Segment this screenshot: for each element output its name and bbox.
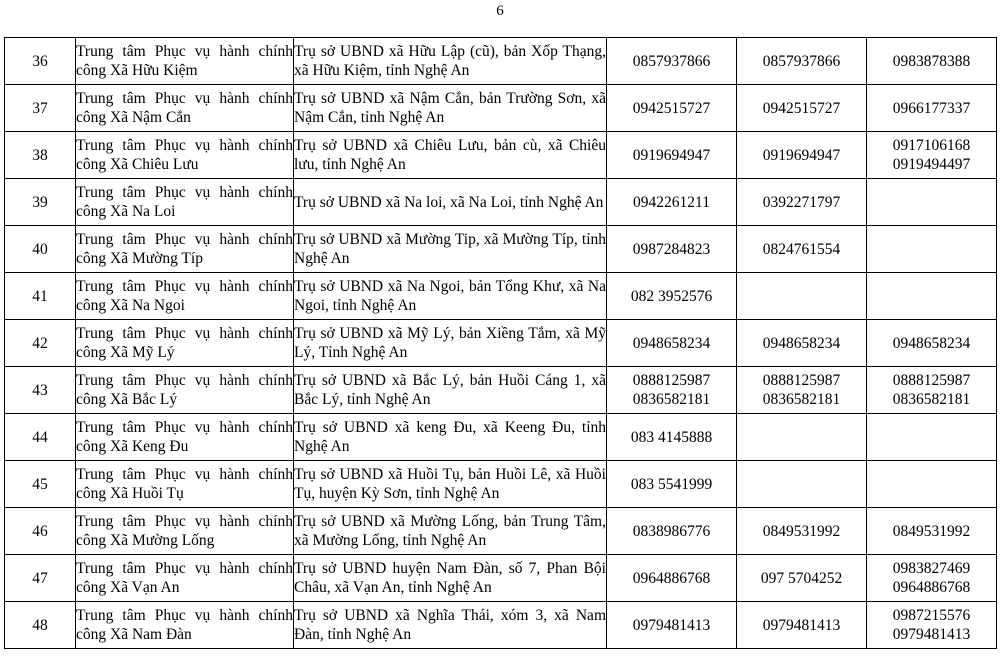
phone2-cell <box>737 85 867 132</box>
phone-number: 0979481413 <box>632 616 711 634</box>
phone1-cell <box>607 273 737 320</box>
phone2-cell <box>737 508 867 555</box>
phone-number: 0849531992 <box>762 522 841 540</box>
table-row <box>5 414 997 461</box>
phone2-cell <box>737 461 867 508</box>
phone-number: 097 5704252 <box>760 569 843 587</box>
phone3-cell <box>867 226 997 273</box>
table-body <box>5 38 997 649</box>
phone3-cell <box>867 461 997 508</box>
phone-number: 0917106168 <box>892 137 971 154</box>
phone-number: 0919494497 <box>892 156 971 173</box>
phone-number: 0948658234 <box>762 334 841 352</box>
center-address: Trụ sở UBND huyện Nam Đàn, số 7, Phan Bội Châu, xã Vạn An, tỉnh Nghệ An <box>294 555 607 602</box>
phone2-cell <box>737 602 867 649</box>
phone2-cell <box>737 179 867 226</box>
page-number: 6 <box>496 3 504 19</box>
table-row <box>5 602 997 649</box>
table-row <box>5 508 997 555</box>
phone-number: 0983878388 <box>892 52 971 70</box>
row-number: 45 <box>5 461 76 508</box>
phone-number: 0849531992 <box>892 522 971 540</box>
phone-number: 0979481413 <box>762 616 841 634</box>
phone2-cell <box>737 132 867 179</box>
center-address: Trụ sở UBND xã Hữu Lập (cũ), bản Xốp Thạng, xã Hữu Kiệm, tỉnh Nghệ An <box>294 38 607 85</box>
phone-number: 0979481413 <box>892 626 971 643</box>
phone1-cell <box>607 367 737 414</box>
row-number: 36 <box>5 38 76 85</box>
phone3-cell <box>867 179 997 226</box>
phone-number: 0987215576 <box>892 607 971 624</box>
center-name: Trung tâm Phục vụ hành chính công Xã Hữu Kiệm <box>76 38 294 85</box>
phone1-cell <box>607 508 737 555</box>
phone3-cell <box>867 508 997 555</box>
center-address: Trụ sở UBND xã Mỹ Lý, bản Xiềng Tắm, xã Mỹ Lý, Tỉnh Nghệ An <box>294 320 607 367</box>
table-row <box>5 555 997 602</box>
table-row <box>5 273 997 320</box>
row-number: 40 <box>5 226 76 273</box>
phone-number: 0392271797 <box>762 193 841 211</box>
center-name: Trung tâm Phục vụ hành chính công Xã Bắc Lý <box>76 367 294 414</box>
center-name: Trung tâm Phục vụ hành chính công Xã Mỹ Lý <box>76 320 294 367</box>
phone-number: 0987284823 <box>632 240 711 258</box>
phone2-cell <box>737 555 867 602</box>
phone-number: 0857937866 <box>762 52 841 70</box>
phone-number: 0888125987 <box>892 372 971 389</box>
center-address: Trụ sở UBND xã Nghĩa Thái, xóm 3, xã Nam Đàn, tỉnh Nghệ An <box>294 602 607 649</box>
center-address: Trụ sở UBND xã Mường Tip, xã Mường Típ, tỉnh Nghệ An <box>294 226 607 273</box>
phone2-cell <box>737 367 867 414</box>
phone-number: 083 4145888 <box>630 428 713 446</box>
phone1-cell <box>607 132 737 179</box>
center-name: Trung tâm Phục vụ hành chính công Xã Mường Típ <box>76 226 294 273</box>
center-name: Trung tâm Phục vụ hành chính công Xã Mường Lống <box>76 508 294 555</box>
phone1-cell <box>607 320 737 367</box>
center-name: Trung tâm Phục vụ hành chính công Xã Na Loi <box>76 179 294 226</box>
phone-number: 0948658234 <box>632 334 711 352</box>
phone3-cell <box>867 320 997 367</box>
table-row <box>5 85 997 132</box>
phone-number: 0919694947 <box>762 146 841 164</box>
center-name: Trung tâm Phục vụ hành chính công Xã Chiêu Lưu <box>76 132 294 179</box>
phone1-cell <box>607 38 737 85</box>
center-address: Trụ sở UBND xã Na Ngoi, bản Tổng Khư, xã Na Ngoi, tỉnh Nghệ An <box>294 273 607 320</box>
phone3-cell <box>867 367 997 414</box>
center-name: Trung tâm Phục vụ hành chính công Xã Huồi Tụ <box>76 461 294 508</box>
row-number: 38 <box>5 132 76 179</box>
phone1-cell <box>607 461 737 508</box>
phone-number: 0966177337 <box>892 99 971 117</box>
phone3-cell <box>867 555 997 602</box>
phone3-cell <box>867 38 997 85</box>
row-number: 41 <box>5 273 76 320</box>
center-name: Trung tâm Phục vụ hành chính công Xã Keng Đu <box>76 414 294 461</box>
phone-number: 0919694947 <box>632 146 711 164</box>
phone-number: 0857937866 <box>632 52 711 70</box>
phone-number: 0836582181 <box>892 391 971 408</box>
table-row <box>5 461 997 508</box>
phone1-cell <box>607 602 737 649</box>
phone1-cell <box>607 414 737 461</box>
row-number: 42 <box>5 320 76 367</box>
row-number: 44 <box>5 414 76 461</box>
phone3-cell <box>867 273 997 320</box>
center-name: Trung tâm Phục vụ hành chính công Xã Nậm Cắn <box>76 85 294 132</box>
center-name: Trung tâm Phục vụ hành chính công Xã Nam Đàn <box>76 602 294 649</box>
phone3-cell <box>867 602 997 649</box>
phone2-cell <box>737 226 867 273</box>
phone3-cell <box>867 414 997 461</box>
row-number: 43 <box>5 367 76 414</box>
phone-number: 0964886768 <box>892 579 971 596</box>
phone-number: 0948658234 <box>892 334 971 352</box>
phone-number: 0942515727 <box>632 99 711 117</box>
row-number: 46 <box>5 508 76 555</box>
table-row <box>5 320 997 367</box>
phone2-cell <box>737 414 867 461</box>
phone-number: 0888125987 <box>632 372 711 389</box>
center-address: Trụ sở UBND xã keng Đu, xã Keeng Đu, tỉnh Nghệ An <box>294 414 607 461</box>
phone-number: 0838986776 <box>632 522 711 540</box>
phone-number: 0836582181 <box>762 391 841 408</box>
phone2-cell <box>737 320 867 367</box>
center-name: Trung tâm Phục vụ hành chính công Xã Na Ngoi <box>76 273 294 320</box>
phone1-cell <box>607 179 737 226</box>
row-number: 48 <box>5 602 76 649</box>
center-address: Trụ sở UBND xã Huồi Tụ, bản Huồi Lê, xã Huồi Tụ, huyện Kỳ Sơn, tỉnh Nghệ An <box>294 461 607 508</box>
phone-number: 082 3952576 <box>630 287 713 305</box>
phone-number: 0942261211 <box>633 193 710 211</box>
center-name: Trung tâm Phục vụ hành chính công Xã Vạn An <box>76 555 294 602</box>
table-row <box>5 179 997 226</box>
phone2-cell <box>737 38 867 85</box>
center-address: Trụ sở UBND xã Bắc Lý, bản Huồi Cáng 1, xã Bắc Lý, tỉnh Nghệ An <box>294 367 607 414</box>
center-address: Trụ sở UBND xã Mường Lống, bản Trung Tâm, xã Mường Lống, tỉnh Nghệ An <box>294 508 607 555</box>
table-row <box>5 226 997 273</box>
center-address: Trụ sở UBND xã Nậm Cắn, bản Trường Sơn, xã Nậm Cắn, tỉnh Nghệ An <box>294 85 607 132</box>
phone-number: 083 5541999 <box>630 475 713 493</box>
center-address: Trụ sở UBND xã Chiêu Lưu, bản cù, xã Chiêu lưu, tỉnh Nghệ An <box>294 132 607 179</box>
service-centers-table <box>4 37 997 649</box>
phone-number: 0824761554 <box>762 240 841 258</box>
phone1-cell <box>607 555 737 602</box>
row-number: 37 <box>5 85 76 132</box>
phone3-cell <box>867 85 997 132</box>
phone-number: 0964886768 <box>632 569 711 587</box>
row-number: 39 <box>5 179 76 226</box>
table-row <box>5 38 997 85</box>
phone1-cell <box>607 226 737 273</box>
table-row <box>5 367 997 414</box>
row-number: 47 <box>5 555 76 602</box>
phone-number: 0942515727 <box>762 99 841 117</box>
table-row <box>5 132 997 179</box>
phone-number: 0888125987 <box>762 372 841 389</box>
phone2-cell <box>737 273 867 320</box>
phone-number: 0836582181 <box>632 391 711 408</box>
center-address: Trụ sở UBND xã Na loi, xã Na Loi, tỉnh Nghệ An <box>294 179 607 226</box>
phone-number: 0983827469 <box>892 560 971 577</box>
phone3-cell <box>867 132 997 179</box>
phone1-cell <box>607 85 737 132</box>
